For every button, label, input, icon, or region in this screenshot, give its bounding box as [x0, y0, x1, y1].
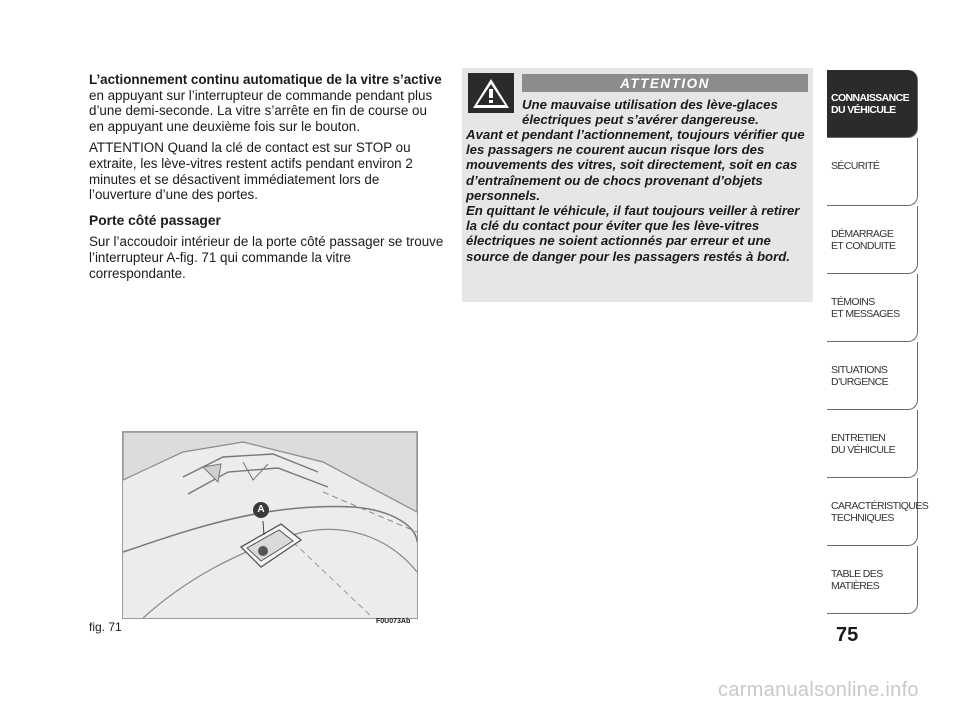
- tab-label-line2: DU VÉHICULE: [831, 104, 896, 116]
- tab-caracteristiques-techniques[interactable]: [827, 478, 929, 546]
- tab-label-line1: CONNAISSANCE: [831, 92, 909, 104]
- door-armrest-illustration: [123, 432, 417, 618]
- tab-label-line2: MATIÈRES: [831, 580, 880, 592]
- tab-demarrage-conduite[interactable]: [827, 206, 918, 274]
- paragraph-attention-note: ATTENTION Quand la clé de contact est sur STOP ou extraite, les lève-vitres restent actifs pendant environ 2 minutes et se désactivent immédiatement lors de l’ouverture d’une des portes.: [89, 140, 413, 203]
- tab-label-line1: CARACTÉRISTIQUES: [831, 500, 929, 512]
- tab-label-line1: ENTRETIEN: [831, 432, 886, 444]
- tab-label-line2: TECHNIQUES: [831, 512, 894, 524]
- tab-table-matieres[interactable]: [827, 546, 918, 614]
- tab-label-line2: DU VÉHICULE: [831, 444, 895, 456]
- warning-banner: ATTENTION: [522, 74, 808, 92]
- paragraph-rest: en appuyant sur l’interrupteur de commande pendant plus d’une demi-seconde. La vitre s’arrête en fin de course ou en appuyant une deuxième fois sur le bouton.: [89, 87, 433, 134]
- tab-securite[interactable]: [827, 138, 918, 206]
- warning-paragraph-1: Avant et pendant l’actionnement, toujours vérifier que les passagers ne courent aucun risque lors des mouvements des vitres, soit directement, soit en cas d’entraînement ou de chocs provenant d’objets personnels.: [466, 127, 805, 203]
- tab-connaissance-vehicule[interactable]: [827, 70, 918, 138]
- tab-label-line1: TABLE DES: [831, 568, 883, 580]
- callout-a-label: A: [257, 504, 265, 515]
- warning-heading: Une mauvaise utilisation des lève-glaces électriques peut s’avérer dangereuse.: [522, 97, 778, 128]
- tab-situations-urgence[interactable]: [827, 342, 918, 410]
- tab-temoins-messages[interactable]: [827, 274, 918, 342]
- warning-paragraph-2: En quittant le véhicule, il faut toujours veiller à retirer la clé du contact pour éviter que les lève-vitres électriques ne soient actionnés par erreur et une source de danger pour les passagers restés à bord.: [466, 203, 800, 264]
- tab-label-line1: SÉCURITÉ: [831, 160, 880, 172]
- tab-label-line2: ET MESSAGES: [831, 308, 900, 320]
- chapter-tabs: [827, 70, 929, 614]
- watermark: carmanualsonline.info: [718, 679, 919, 701]
- tab-label-line2: ET CONDUITE: [831, 240, 896, 252]
- tab-label-line2: D’URGENCE: [831, 376, 889, 388]
- tab-label-line1: SITUATIONS: [831, 364, 888, 376]
- figure-door-switch: [122, 431, 418, 619]
- section-heading: Porte côté passager: [89, 212, 221, 228]
- warning-box: [462, 68, 813, 302]
- tab-label-line1: TÉMOINS: [831, 296, 875, 308]
- warning-body: [466, 127, 806, 264]
- paragraph-passenger-door: Sur l’accoudoir intérieur de la porte côté passager se trouve l’interrupteur A-fig. 71 qui commande la vitre correspondante.: [89, 234, 444, 281]
- paragraph-lead: L’actionnement continu automatique de la vitre s’active: [89, 72, 442, 87]
- tab-entretien-vehicule[interactable]: [827, 410, 918, 478]
- page-number: 75: [836, 624, 859, 646]
- paragraph-auto-window: [89, 72, 445, 134]
- main-text-column: [89, 72, 445, 287]
- warning-triangle-icon: [468, 73, 514, 113]
- tab-label-line1: DÉMARRAGE: [831, 228, 894, 240]
- figure-caption: fig. 71: [89, 620, 122, 634]
- callout-a-marker: [253, 502, 269, 518]
- figure-code: F0U073Ab: [376, 618, 411, 625]
